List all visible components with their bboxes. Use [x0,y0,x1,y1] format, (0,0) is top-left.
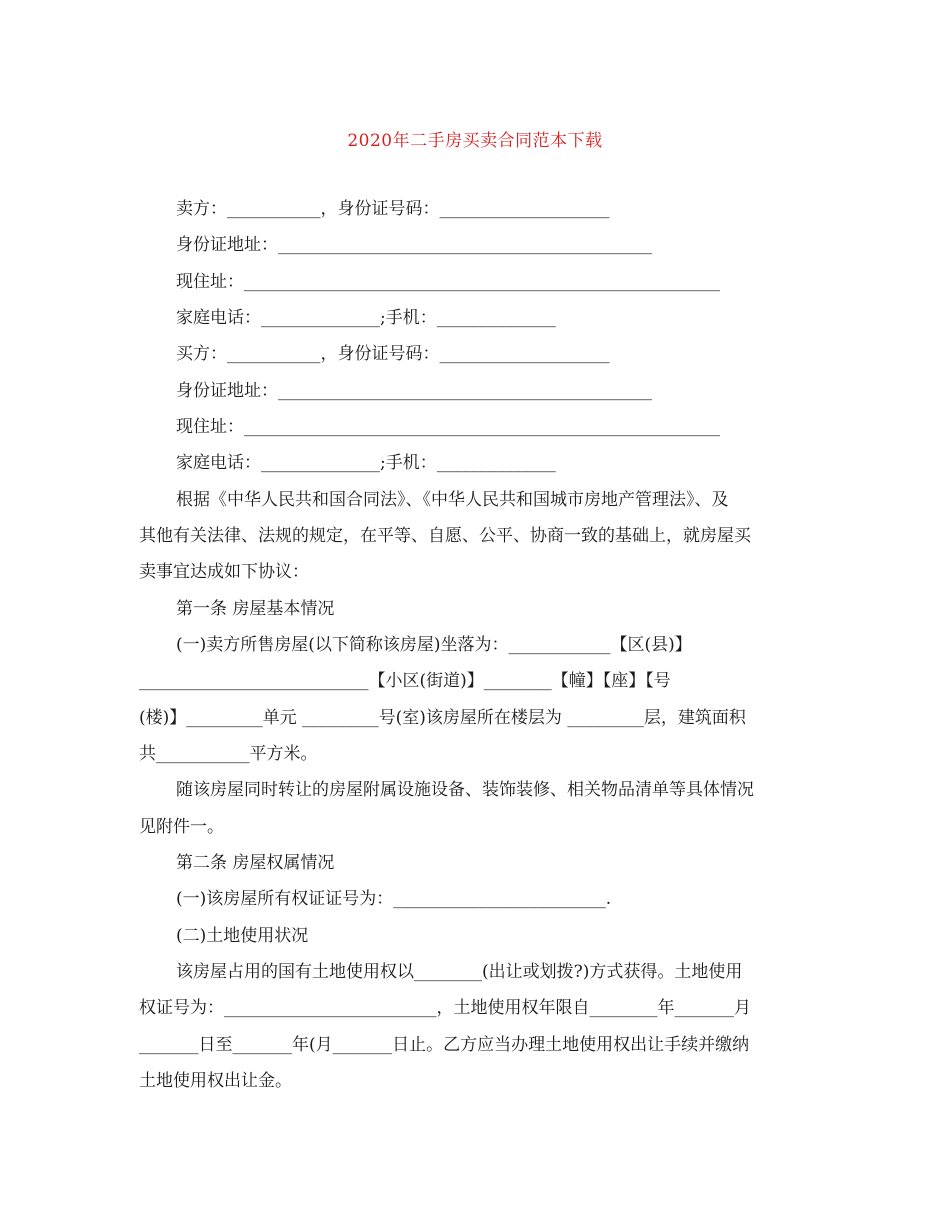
article-2-land-use-line-2: 权证号为：_________________________，土地使用权年限自________年_______月 [139,998,751,1018]
document-title: 2020年二手房买卖合同范本下载 [347,131,603,151]
article-2-land-use-line-4: 土地使用权出让金。 [139,1071,292,1091]
article-2-heading: 第二条 房屋权属情况 [176,853,335,873]
buyer-current-address-line: 现住址：________________________________________________________ [176,417,720,437]
preamble-line-3: 卖事宜达成如下协议： [139,562,309,582]
buyer-id-address-line: 身份证地址：____________________________________________ [176,381,652,401]
article-1-attachments-line-1: 随该房屋同时转让的房屋附属设施设备、装饰装修、相关物品清单等具体情况 [176,780,754,800]
seller-id-address-line: 身份证地址：____________________________________________ [176,235,652,255]
article-1-heading: 第一条 房屋基本情况 [176,599,335,619]
article-2-land-use-line-1: 该房屋占用的国有土地使用权以________(出让或划拨?)方式获得。土地使用 [176,962,743,982]
preamble-line-2: 其他有关法律、法规的规定，在平等、自愿、公平、协商一致的基础上，就房屋买 [139,526,751,546]
seller-current-address-line: 现住址：________________________________________________________ [176,272,720,292]
preamble-line-1: 根据《中华人民共和国合同法》、《中华人民共和国城市房地产管理法》、及 [176,490,729,510]
article-1-location-line-1: (一)卖方所售房屋(以下简称该房屋)坐落为：____________【区(县)】 [176,635,692,655]
article-2-certificate-line: (一)该房屋所有权证证号为：_________________________. [176,889,612,909]
article-1-area-line: 共___________平方米。 [139,744,318,764]
article-1-attachments-line-2: 见附件一。 [139,817,224,837]
seller-name-line: 卖方：___________，身份证号码：____________________ [176,199,610,219]
seller-phone-line: 家庭电话：______________;手机：______________ [176,308,556,328]
article-2-land-use-heading: (二)土地使用状况 [176,926,309,946]
article-1-location-line-3: (楼)】_________单元 _________号(室)该房屋所在楼层为 _________层，建筑面积 [139,708,746,728]
article-2-land-use-line-3: _______日至_______年(月_______日止。乙方应当办理土地使用权出让手续并缴纳 [139,1035,750,1055]
article-1-location-line-2: ___________________________【小区(街道)】________【幢】【座】【号 [139,671,671,691]
buyer-name-line: 买方：___________，身份证号码：____________________ [176,344,610,364]
buyer-phone-line: 家庭电话：______________;手机：______________ [176,453,556,473]
